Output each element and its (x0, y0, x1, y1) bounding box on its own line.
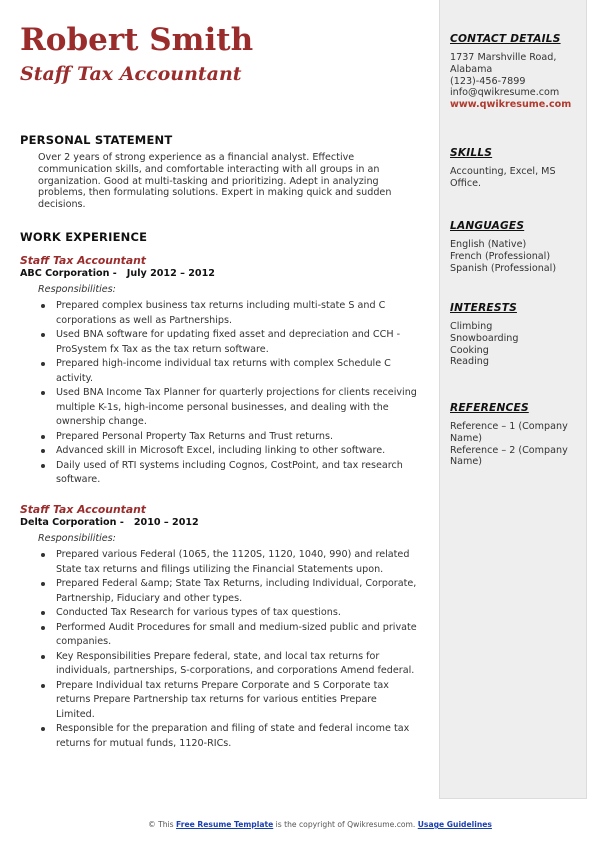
responsibilities-list (56, 299, 418, 488)
responsibility-item: Key Responsibilities Prepare federal, state, and local tax returns for individuals, partnerships, S-corporations, and corporations Amend federal. (56, 650, 418, 679)
languages-list (450, 239, 582, 274)
job-company-line (20, 517, 425, 529)
footer-copyright: is the copyright of Qwikresume.com. (275, 820, 416, 829)
job-dates: 2010 – 2012 (133, 517, 199, 528)
address-line-1: 1737 Marshville Road, (450, 52, 557, 63)
responsibility-item: Responsible for the preparation and filing of state and federal income tax returns for mutual funds, 1120-RICs. (56, 722, 418, 751)
languages-heading: LANGUAGES (450, 220, 525, 232)
language-item: Spanish (Professional) (450, 262, 557, 274)
languages-section (450, 220, 582, 274)
responsibilities-label: Responsibilities: (38, 284, 116, 295)
job-dates: July 2012 – 2012 (126, 268, 215, 279)
interests-heading: INTERESTS (450, 302, 517, 314)
interest-item: Reading (450, 356, 489, 368)
references-list (450, 421, 582, 468)
interests-list (450, 321, 582, 368)
interests-section (450, 302, 582, 368)
responsibility-item: Prepared complex business tax returns including multi-state S and C corporations as well as Partnerships. (56, 299, 418, 328)
job-company: ABC Corporation - (20, 268, 117, 279)
website-link[interactable]: www.qwikresume.com (450, 99, 572, 111)
responsibility-item: Prepared high-income individual tax returns with complex Schedule C activity. (56, 357, 418, 386)
interest-item: Cooking (450, 344, 489, 356)
language-item: English (Native) (450, 239, 527, 250)
job-entry-2 (20, 503, 425, 751)
responsibilities-list (56, 548, 418, 751)
responsibility-item: Performed Audit Procedures for small and medium-sized public and private companies. (56, 621, 418, 650)
job-role: Staff Tax Accountant (20, 254, 146, 267)
usage-guidelines-link[interactable]: Usage Guidelines (417, 820, 492, 829)
work-experience-heading: WORK EXPERIENCE (20, 230, 148, 244)
responsibility-item: Daily used of RTI systems including Cognos, CostPoint, and tax research software. (56, 459, 418, 488)
resume-header (20, 22, 425, 86)
contact-details-section (450, 33, 582, 111)
reference-item: Reference – 2 (Company Name) (450, 444, 568, 468)
job-entry-1 (20, 254, 425, 488)
responsibility-item: Prepared various Federal (1065, the 1120S, 1120, 1040, 990) and related State tax returns and filings utilizing the Financial Statements upon. (56, 548, 418, 577)
references-heading: REFERENCES (450, 402, 529, 414)
candidate-title: Staff Tax Accountant (20, 63, 242, 85)
responsibility-item: Prepared Personal Property Tax Returns and Trust returns. (56, 430, 418, 445)
responsibilities-label: Responsibilities: (38, 533, 116, 544)
language-item: French (Professional) (450, 250, 551, 262)
free-resume-template-link[interactable]: Free Resume Template (176, 820, 274, 829)
contact-details-heading: CONTACT DETAILS (450, 33, 561, 45)
interest-item: Snowboarding (450, 332, 519, 344)
references-section (450, 402, 582, 468)
responsibility-item: Prepared Federal &amp; State Tax Returns, including Individual, Corporate, Partnership, Fiduciary and other types. (56, 577, 418, 606)
footer-prefix: © This (148, 820, 174, 829)
responsibility-item: Used BNA software for updating fixed asset and depreciation and CCH -ProSystem fx Tax as the tax return software. (56, 328, 418, 357)
responsibility-item: Prepare Individual tax returns Prepare Corporate and S Corporate tax returns Prepare Partnership tax returns for various entities Prepare Limited. (56, 679, 418, 723)
responsibility-item: Used BNA Income Tax Planner for quarterly projections for clients receiving multiple K-1s, high-income personal businesses, and dealing with the ownership change. (56, 386, 418, 430)
personal-statement-text: Over 2 years of strong experience as a financial analyst. Effective communication skills, and comfortable interacting with all groups in an organization. Good at multi-tasking and prioritizing. Adept in analyzing problems, then formulating solutions. Expert in making quick and sudden decisions. (38, 152, 392, 211)
footer (0, 820, 595, 829)
skills-text: Accounting, Excel, MS Office. (450, 166, 556, 189)
address-line-2: Alabama (450, 63, 493, 75)
email-address[interactable]: info@qwikresume.com (450, 87, 560, 99)
phone-number: (123)-456-7899 (450, 75, 526, 87)
sidebar (439, 0, 587, 799)
job-company-line (20, 268, 425, 280)
personal-statement-heading: PERSONAL STATEMENT (20, 133, 173, 147)
reference-item: Reference – 1 (Company Name) (450, 421, 568, 444)
skills-heading: SKILLS (450, 147, 493, 159)
job-company: Delta Corporation - (20, 517, 124, 528)
skills-section (450, 147, 582, 190)
job-role: Staff Tax Accountant (20, 503, 146, 516)
responsibility-item: Conducted Tax Research for various types of tax questions. (56, 606, 418, 621)
responsibility-item: Advanced skill in Microsoft Excel, including linking to other software. (56, 444, 418, 459)
contact-details (450, 52, 582, 111)
interest-item: Climbing (450, 321, 493, 332)
candidate-name: Robert Smith (20, 22, 254, 58)
